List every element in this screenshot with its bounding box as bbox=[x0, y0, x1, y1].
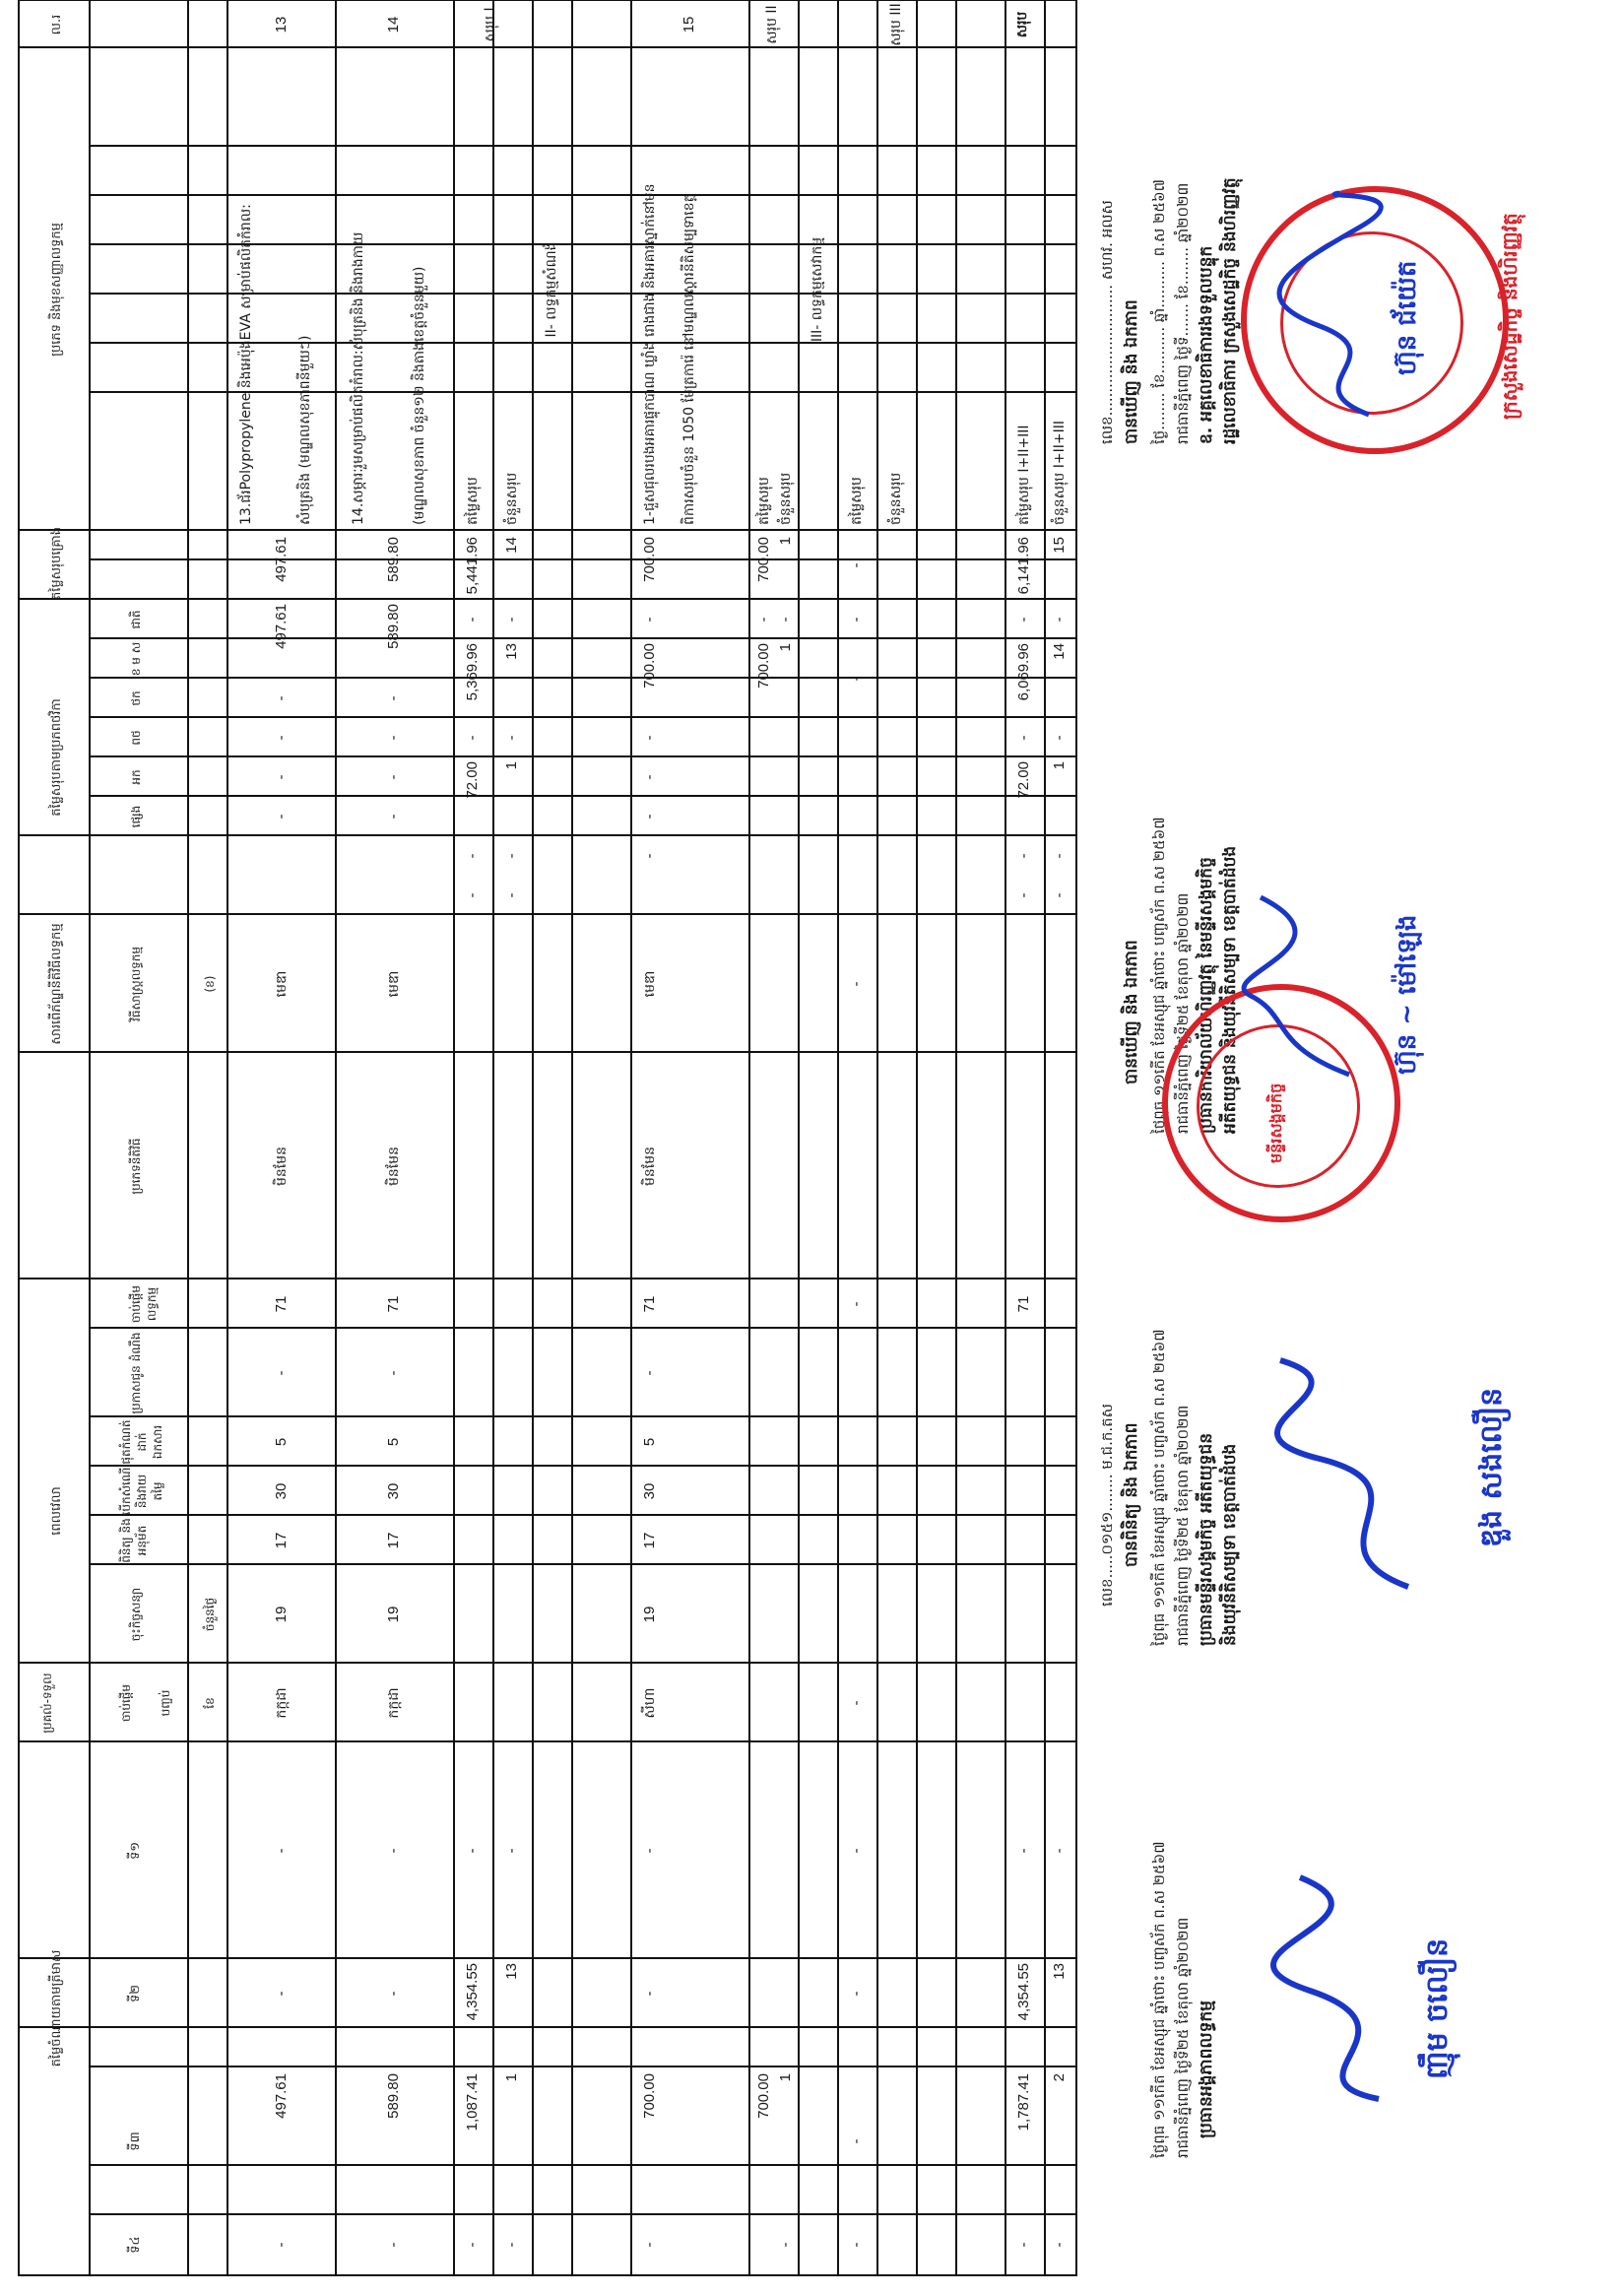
row15-total: 700.00 bbox=[641, 537, 658, 582]
header-method-type: ប្រភេទនីតិវិធី bbox=[129, 1138, 143, 1195]
grand-q2: 4,354.55 bbox=[1015, 1963, 1032, 2021]
row14-desc-line2: (មណ្ឌលសុខភាព ចំនួន១២ និងតាងខេត្តចំនួនមួយ) bbox=[412, 266, 427, 525]
grand-s6: - bbox=[1016, 892, 1032, 898]
sub2-count-total: 1 bbox=[777, 537, 794, 546]
grand-q4: - bbox=[1016, 2242, 1032, 2248]
grand-count-ministry: 14 bbox=[1051, 643, 1068, 660]
sub1-s6: - bbox=[465, 892, 481, 898]
grand-s3: - bbox=[1016, 735, 1032, 741]
row15-s5: - bbox=[642, 814, 658, 820]
row14-type: មិនមែន bbox=[386, 1147, 402, 1186]
header-time-1: ចាប់ផ្តើម លទ្ធកម្ម bbox=[129, 1284, 159, 1324]
sub1-s3: - bbox=[465, 735, 481, 741]
row14-d5: 17 bbox=[385, 1532, 402, 1549]
sig4-date2: រាជធានីភ្នំពេញ ថ្ងៃទី២៥ ខែតុលា ឆ្នាំ២០២៣ bbox=[1174, 1917, 1192, 2158]
grand-count-total: 15 bbox=[1051, 537, 1068, 554]
sig4-date1: ថ្ងៃពុធ ១១កើត ខែអស្សុជ ឆ្នាំថោះ បញ្ចស័ក ព.ស ២៥៦៧ bbox=[1150, 1841, 1168, 2158]
sig2-office2: អតីតយុទ្ធជន និងយុវនីតិសម្បទា ខេត្តបាត់ដំបង bbox=[1220, 845, 1240, 1134]
row14-d3: 5 bbox=[385, 1437, 402, 1447]
row14-ministry: 589.80 bbox=[385, 604, 402, 649]
row15-national: - bbox=[642, 617, 658, 623]
row14-s3: - bbox=[386, 695, 402, 701]
sub1-count-national: - bbox=[504, 617, 520, 623]
row13-q1: - bbox=[274, 1848, 290, 1854]
grand-s4: 72.00 bbox=[1015, 761, 1032, 799]
row14-q1: - bbox=[386, 1848, 402, 1854]
grand-national: - bbox=[1016, 617, 1032, 623]
signature-ink-1 bbox=[1270, 188, 1408, 425]
header-quarterly: តម្លៃចំណាយតាមត្រីមាស bbox=[49, 1949, 64, 2067]
row13-d6: 19 bbox=[273, 1606, 290, 1623]
seal-provincial-text: មន្ទីរសង្គមកិច្ច bbox=[1266, 1082, 1285, 1163]
grand-ministry: 6,069.96 bbox=[1015, 643, 1032, 701]
row13-type: មិនមែន bbox=[274, 1147, 290, 1186]
row14-method: មេឌា bbox=[386, 970, 402, 998]
sub1-count-s6: - bbox=[504, 892, 520, 898]
header-source-6: ផ្សេង bbox=[129, 805, 143, 828]
row13-no: 13 bbox=[273, 16, 290, 33]
row15-s6: - bbox=[642, 853, 658, 859]
grand-cq4: - bbox=[1052, 2242, 1068, 2248]
sig3-date2: រាជធានីភ្នំពេញ ថ្ងៃទី២៥ ខែតុលា ឆ្នាំ២០២៣ bbox=[1174, 1405, 1192, 1646]
row15-ministry: 700.00 bbox=[641, 643, 658, 689]
grand-count-s6: - bbox=[1052, 892, 1068, 898]
sub3-d1: - bbox=[849, 1301, 865, 1307]
sub3-national: - bbox=[849, 617, 865, 623]
sig1-office2: រដ្ឋលេខាធិការ ក្រសួងសេដ្ឋកិច្ច និងហិរញ្ញវត្ថុ bbox=[1220, 177, 1240, 444]
sub3-method: - bbox=[849, 981, 865, 987]
sub3-q3: - bbox=[849, 2138, 865, 2144]
sub2-ministry: 700.00 bbox=[755, 643, 772, 689]
sig2-title: បានឃើញ និង ឯកភាព bbox=[1122, 940, 1141, 1084]
sub2-total: 700.00 bbox=[755, 537, 772, 582]
sig1-ref: លេខ............................ សហវ. អលស bbox=[1098, 200, 1116, 444]
row15-d6: 19 bbox=[641, 1606, 658, 1623]
sub2-sum-label: តម្លៃសរុប bbox=[756, 477, 772, 525]
sig1-date2: រាជធានីភ្នំពេញ ថ្ងៃទី....... ខែ........ ឆ្នាំ២០២៣ bbox=[1174, 182, 1192, 444]
row15-q4: - bbox=[642, 2242, 658, 2248]
row15-d3: 5 bbox=[641, 1437, 658, 1447]
sub1-count-s5: - bbox=[504, 853, 520, 859]
row15-q3: 700.00 bbox=[641, 2073, 658, 2119]
sig2-date1: ថ្ងៃពុធ ១១កើត ខែអស្សុជ ឆ្នាំថោះ បញ្ចស័ក ព.ស ២៥៦៧ bbox=[1150, 817, 1168, 1134]
header-unit: (ខ) bbox=[203, 975, 217, 993]
header-method-group: សារពើភ័ណ្ឌនីតិវិធីលទ្ធកម្ម bbox=[49, 923, 64, 1045]
grand-cq2: 13 bbox=[1051, 1963, 1068, 1980]
sig4-office1: ប្រធានអង្គភាពលទ្ធកម្ម bbox=[1197, 2001, 1216, 2138]
header-source-4: ពថ bbox=[129, 730, 143, 746]
header-source-3: ថក bbox=[129, 690, 143, 706]
sub3-total: - bbox=[849, 562, 865, 568]
row13-d2: - bbox=[274, 1370, 290, 1376]
sub1-cq3: 1 bbox=[503, 2073, 520, 2082]
sub1-s4: 72.00 bbox=[464, 761, 481, 799]
row13-ministry: 497.61 bbox=[273, 604, 290, 649]
sub1-count-s4: 1 bbox=[503, 761, 520, 770]
row13-method: មេឌា bbox=[274, 970, 290, 998]
signature-ink-2 bbox=[1231, 887, 1379, 1084]
sub3-q1: - bbox=[849, 1848, 865, 1854]
sub1-count-total: 14 bbox=[503, 537, 520, 554]
grand-label: សរុប bbox=[1014, 11, 1030, 38]
row13-s6: - bbox=[274, 814, 290, 820]
row13-q2: - bbox=[274, 1991, 290, 1997]
sig3-office1: ប្រធានមន្ទីរសង្គមកិច្ច អតីតយុទ្ធជន bbox=[1197, 1432, 1216, 1646]
row15-desc-line1: 1-ជួសជុលរបងអគារផ្ទុកបាណ ឃ្លាំង រោងជាង និងអគារស្នាក់នៅមន bbox=[642, 183, 658, 525]
sub3-q4: - bbox=[849, 2242, 865, 2248]
row14-s5: - bbox=[386, 774, 402, 780]
sub2-cq4: - bbox=[778, 2242, 794, 2248]
sub3-ministry: - bbox=[849, 676, 865, 682]
header-delivery-unit: ខែ bbox=[203, 1697, 217, 1709]
row13-s3: - bbox=[274, 695, 290, 701]
section3-title: III- លទ្ធកម្មសេវាកម្ម bbox=[810, 236, 825, 343]
row15-d4: 30 bbox=[641, 1482, 658, 1500]
grand-count-s4: 1 bbox=[1051, 761, 1068, 770]
row15-method: មេឌា bbox=[642, 970, 658, 998]
row14-d4: 30 bbox=[385, 1482, 402, 1500]
header-timeframe: ពេលវេលា bbox=[49, 1486, 64, 1536]
row13-q3: 497.61 bbox=[273, 2073, 290, 2119]
header-no: ល.រ bbox=[49, 14, 64, 35]
procurement-table bbox=[18, 0, 1077, 2276]
row14-d6: 19 bbox=[385, 1606, 402, 1623]
row14-total: 589.80 bbox=[385, 537, 402, 582]
header-delivery-start: ចាប់ផ្តើម bbox=[119, 1683, 133, 1723]
header-time-5: ពិនិត្យ និងអនុម័ត bbox=[119, 1518, 149, 1563]
header-q4: ទី៤ bbox=[128, 2236, 143, 2254]
row15-desc-line2: ពិការសរុបចំនួន 1050 ម៉ែត្រការ៉េ នៅមណ្ឌលស្តារនីតិសម្បទាខេត្ត bbox=[681, 193, 697, 525]
sig1-title: បានឃើញ និង ឯកភាព bbox=[1122, 299, 1141, 444]
signature-ink-4 bbox=[1261, 1863, 1438, 2119]
sig3-name: ឌួង សងលឿន bbox=[1474, 1387, 1509, 1547]
sub3-end: - bbox=[849, 1700, 865, 1706]
header-q1: ទី១ bbox=[128, 1841, 143, 1861]
row13-s4: - bbox=[274, 735, 290, 741]
seal-ministry-text: ក្រសួងសេដ្ឋកិច្ច និងហិរញ្ញវត្ថុ bbox=[1498, 213, 1522, 420]
row15-d5: 17 bbox=[641, 1532, 658, 1549]
sub1-q2: 4,354.55 bbox=[464, 1963, 481, 2021]
sub2-count-label: ចំនួនសរុប bbox=[778, 472, 794, 525]
grand-q3: 1,787.41 bbox=[1015, 2073, 1032, 2132]
row14-q3: 589.80 bbox=[385, 2073, 402, 2119]
header-method: វិធីសាស្ត្រលទ្ធកម្ម bbox=[129, 947, 143, 1021]
sig3-ref: លេខ.....០១៥១........ ម.ជ.ក.តស bbox=[1098, 1404, 1116, 1607]
sub3-count-label: ចំនួនសរុប bbox=[888, 472, 904, 525]
grand-total: 6,141.96 bbox=[1015, 537, 1032, 595]
sub2-q3: 700.00 bbox=[755, 2073, 772, 2119]
grand-cq3: 2 bbox=[1051, 2073, 1068, 2082]
grand-d1: 71 bbox=[1015, 1295, 1032, 1313]
sub2-count-national: - bbox=[778, 617, 794, 623]
sig3-office2: និងយុវនីតិសម្បទា ខេត្តបាត់ដំបង bbox=[1220, 1443, 1240, 1646]
sub1-total: 5,441.96 bbox=[464, 537, 481, 595]
header-source-national: ជាតិ bbox=[129, 610, 143, 629]
row15-q1: - bbox=[642, 1848, 658, 1854]
row14-q2: - bbox=[386, 1991, 402, 1997]
sig1-name: ហ៊ុន ជ័យ៉េត bbox=[1393, 260, 1422, 375]
header-time-2: ប្រកាសជូន ដំណឹង bbox=[129, 1332, 143, 1414]
sub1-ministry: 5,369.96 bbox=[464, 643, 481, 701]
row13-d4: 30 bbox=[273, 1482, 290, 1500]
row13-total: 497.61 bbox=[273, 537, 290, 582]
sub1-count-ministry: 13 bbox=[503, 643, 520, 660]
row15-s4: - bbox=[642, 774, 658, 780]
sig1-office1: ឧ. អគ្គលេខាធិការរងទទួលបន្ទុក bbox=[1197, 245, 1216, 444]
row15-d2: - bbox=[642, 1370, 658, 1376]
header-days-unit: ចំនួនថ្ងៃ bbox=[203, 1597, 217, 1632]
signature-ink-3 bbox=[1261, 1350, 1458, 1607]
sig2-date2: រាជធានីភ្នំពេញ ថ្ងៃទី២៥ ខែតុលា ឆ្នាំ២០២៣ bbox=[1174, 892, 1192, 1134]
row14-desc-line1: 14.សម្ភារៈរួមសម្រាប់ផលិតកំរាល:សំបុត្រនិង និងរាងកាយ bbox=[351, 231, 366, 525]
row13-desc-line1: 13.ជ័រPolypropylene និងអេប៉ុងEVA សម្រាប់ផលិតកំរាល: bbox=[238, 204, 254, 525]
sub3-q2: - bbox=[849, 1991, 865, 1997]
grand-count-label: ចំនួនសរុប I+II+III bbox=[1052, 420, 1068, 525]
sub1-cq4: - bbox=[504, 2242, 520, 2248]
sub2-cq3: 1 bbox=[777, 2073, 794, 2082]
sig1-date1: ថ្ងៃ........ ខែ.......... ឆ្នាំ.......... ព.ស ២៥៦៧ bbox=[1150, 179, 1168, 444]
sig3-title: បានពិនិត្យ និង ឯកភាព bbox=[1122, 1422, 1141, 1567]
row15-q2: - bbox=[642, 1991, 658, 1997]
row14-q4: - bbox=[386, 2242, 402, 2248]
grand-count-national: - bbox=[1052, 617, 1068, 623]
sig2-name: ហ៊ុន ~ ម៉ៅឡេង bbox=[1393, 914, 1422, 1075]
row14-d1: 71 bbox=[385, 1295, 402, 1313]
row14-d2: - bbox=[386, 1370, 402, 1376]
header-time-4: បើកសំណើ និងវាយតម្លៃ bbox=[119, 1467, 164, 1516]
sub1-cq2: 13 bbox=[503, 1963, 520, 1980]
sub1-q4: - bbox=[465, 2242, 481, 2248]
sub1-national: - bbox=[465, 617, 481, 623]
sub3-sum-label: តម្លៃសរុប bbox=[849, 477, 865, 525]
header-q2: ទី២ bbox=[128, 1984, 143, 2003]
row14-s4: - bbox=[386, 735, 402, 741]
sub2-count-ministry: 1 bbox=[777, 643, 794, 652]
row13-s5: - bbox=[274, 774, 290, 780]
grand-cq1: - bbox=[1052, 1848, 1068, 1854]
sub1-q3: 1,087.41 bbox=[464, 2073, 481, 2132]
row15-d1: 71 bbox=[641, 1295, 658, 1313]
row13-d1: 71 bbox=[273, 1295, 290, 1313]
grand-count-s3: - bbox=[1052, 735, 1068, 741]
grand-count-s5: - bbox=[1052, 853, 1068, 859]
sig2-office1: ប្រធានការិយាល័យហិរញ្ញវត្ថុ នៃមន្ទីរសង្គមកិច្ច bbox=[1197, 857, 1216, 1134]
header-time-6: ចុះកិច្ចសន្យា bbox=[129, 1587, 143, 1642]
row13-d5: 17 bbox=[273, 1532, 290, 1549]
grand-q1: - bbox=[1016, 1848, 1032, 1854]
row15-end: សីហា bbox=[642, 1687, 658, 1719]
row13-end: កក្កដា bbox=[274, 1687, 290, 1719]
sig3-date1: ថ្ងៃពុធ ១១កើត ខែអស្សុជ ឆ្នាំថោះ បញ្ចស័ក ព.ស ២៥៦៧ bbox=[1150, 1329, 1168, 1646]
header-source-ministry: ខ ម ស bbox=[129, 641, 143, 677]
sub1-count-label: ចំនួនសរុប bbox=[504, 472, 520, 525]
header-delivery: ប្រគល់-ទទួល bbox=[40, 1673, 54, 1734]
header-description: ប្រភេទ និងមុខសញ្ញាលទ្ធកម្ម bbox=[49, 223, 64, 357]
sub3-label: សរុប III bbox=[888, 3, 904, 46]
header-by-source: តម្លៃសរុបតាមប្រភពថវិកា bbox=[49, 698, 64, 817]
sub1-cq1: - bbox=[504, 1848, 520, 1854]
row14-end: កក្កដា bbox=[386, 1687, 402, 1719]
row15-no: 15 bbox=[681, 16, 697, 33]
sub1-label: សរុប I bbox=[483, 7, 498, 42]
row13-desc-line2: សំបុត្រនិង (មណ្ឌលសុខភាពនីមួយៗ) bbox=[297, 335, 313, 525]
grand-s5: - bbox=[1016, 853, 1032, 859]
row13-d3: 5 bbox=[273, 1437, 290, 1447]
sub1-sum-label: តម្លៃសរុប bbox=[465, 477, 481, 525]
header-time-3: ផុតកំណត់ ដាក់ឯកសារ bbox=[119, 1419, 164, 1465]
section2-title: II- លទ្ធកម្មសំណង់ bbox=[544, 241, 559, 338]
row14-no: 14 bbox=[385, 16, 402, 33]
grand-sum-label: តម្លៃសរុប I+II+III bbox=[1016, 425, 1032, 525]
header-q3: ទី៣ bbox=[128, 2132, 143, 2151]
header-source-5: អក bbox=[129, 769, 143, 785]
header-estimated-cost: តម្លៃសរុបគ្រោង bbox=[49, 526, 64, 600]
sub1-s5: - bbox=[465, 853, 481, 859]
sub1-count-s3: - bbox=[504, 735, 520, 741]
row14-s6: - bbox=[386, 814, 402, 820]
header-delivery-end: បញ្ចប់ bbox=[159, 1689, 172, 1717]
sig4-name: ញ៉ឹម ចលឿន bbox=[1420, 1937, 1455, 2079]
sub2-national: - bbox=[756, 617, 772, 623]
row15-s3: - bbox=[642, 735, 658, 741]
sub1-q1: - bbox=[465, 1848, 481, 1854]
row13-q4: - bbox=[274, 2242, 290, 2248]
sub2-label: សរុប II bbox=[764, 5, 780, 44]
row15-type: មិនមែន bbox=[642, 1147, 658, 1186]
